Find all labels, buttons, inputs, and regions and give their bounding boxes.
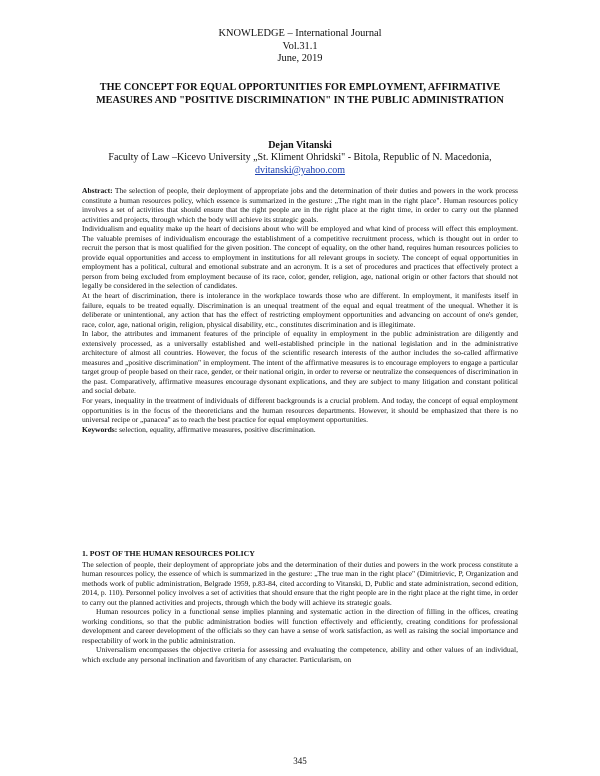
- section-paragraph: The selection of people, their deployment of appropriate jobs and the determination of their duties and powers in the work process constitute a human resources policy, the essence of which is summarized in the gesture: „The true man in the right place" (Dimitrievic, P, Organization and methods work of public administration, Belgrade 1959, p.83-84, cited according to Vitanski, D, Public and state administration, second edition, 2014, p. 110). Personnel policy involves a set of activities that should ensure that the right people are in the right place at the right time, in order to carry out the planned activities and projects, through which the body will achieve its strategic goals.: [82, 559, 518, 607]
- abstract-paragraph: In labor, the attributes and immanent features of the principle of equality in employment in the public administration are diligently and extensively processed, as a universally established and well-established principle in the national legislation and in the administrative architecture of almost all countries. However, the focus of the scientific research interests of the author includes the so-called affirmative measures and „positive discrimination" in employment. The intent of the affirmative measures is to encourage employers to engage a particular target group of people based on their race, gender, or their national origin, in order to reverse or neutralize the consequences of discrimination in the past. Comparatively, affirmative measures encourage dysonant explications, and they are subject to many litigation and constant political and social debate.: [82, 329, 518, 396]
- section-heading: 1. POST OF THE HUMAN RESOURCES POLICY: [82, 549, 255, 558]
- section-paragraph: Human resources policy in a functional sense implies planning and systematic action in the direction of filling in the offices, creating working conditions, so that the public administration bodies will function effectively and efficiently, creating conditions for professional development and career development of the officials so they can have a sense of work satisfaction, as well as raising the social importance and respectability of work in the public administration.: [82, 607, 518, 645]
- keywords-text: selection, equality, affirmative measures, positive discrimination.: [117, 424, 316, 434]
- section-1: [82, 549, 518, 665]
- section-paragraph: Universalism encompasses the objective criteria for assessing and evaluating the competence, ability and other values of an individual, which exclude any personal inclination and favoritism of any character. Particularism, on: [82, 645, 518, 665]
- abstract-paragraph: Individualism and equality make up the heart of decisions about who will be employed and what kind of process will effect this employment. The valuable premises of individualism encourage the establishment of a competitive recruitment process, which is thought out in order to recruit the person that is most qualified for the given position. The concept of equality, on the other hand, requires human resources policies to provide equal opportunities and access to employment in institutions for all relevant groups in society. The concept of equal opportunities in employment has a political, cultural and emotional substrate and an acronym. It is a set of procedures and practices that effectively protect a person from being excluded from employment because of its race, color, gender, religion, age, national origin or other factors that should not legally be considered in the selection of candidates.: [82, 224, 518, 291]
- journal-name: KNOWLEDGE – International Journal: [218, 28, 382, 39]
- abstract: [82, 186, 518, 434]
- abstract-paragraph: [82, 186, 518, 224]
- abstract-paragraph: At the heart of discrimination, there is intolerance in the workplace towards those who are different. In employment, it manifests itself in failure, equals to be treated equally. Discrimination is an unequal treatment of the equal and equal treatment of the unequal. Whether it is deliberate or unintentional, any action that has the effect of restricting employment opportunities and advancing on account of one's gender, race, color, age, national origin, religion, physical disability, etc., constitutes discrimination and is illegitimate.: [82, 291, 518, 329]
- abstract-label: Abstract:: [82, 186, 113, 195]
- author-affiliation: Faculty of Law –Kicevo University „St. Kliment Ohridski" - Bitola, Republic of N. Macedonia,: [108, 152, 492, 164]
- journal-header: [0, 28, 600, 66]
- abstract-text: The selection of people, their deployment of appropriate jobs and the determination of their duties and powers in the work process constitute a human resources policy, which essence is summarized in the gesture: „The right man in the right place". Human resources policy involves a set of activities that should ensure that the right people are in the right place at the right time, in order to carry out the planned activities and projects, through which the body will achieve its strategic goals.: [82, 186, 518, 224]
- author-email-link[interactable]: dvitanski@yahoo.com: [254, 164, 346, 176]
- journal-date: June, 2019: [277, 53, 323, 65]
- keywords-label: Keywords:: [82, 424, 118, 434]
- abstract-paragraph: For years, inequality in the treatment of individuals of different backgrounds is a crucial problem. And today, the concept of equal employment opportunities is in the focus of the theoreticians and the human resources departments. However, it should be emphasized that there is no universal recipe or „panacea" as to reach the best practice for equal employment opportunities.: [82, 396, 518, 425]
- keywords: [82, 425, 518, 435]
- page-number: 345: [293, 756, 307, 766]
- author-block: [0, 140, 600, 177]
- journal-volume: Vol.31.1: [282, 40, 318, 52]
- author-name: Dejan Vitanski: [268, 140, 332, 151]
- paper-title: THE CONCEPT FOR EQUAL OPPORTUNITIES FOR EMPLOYMENT, AFFIRMATIVE MEASURES AND "POSITIVE DISCRIMINATION" IN THE PUBLIC ADMINISTRATION: [96, 82, 504, 106]
